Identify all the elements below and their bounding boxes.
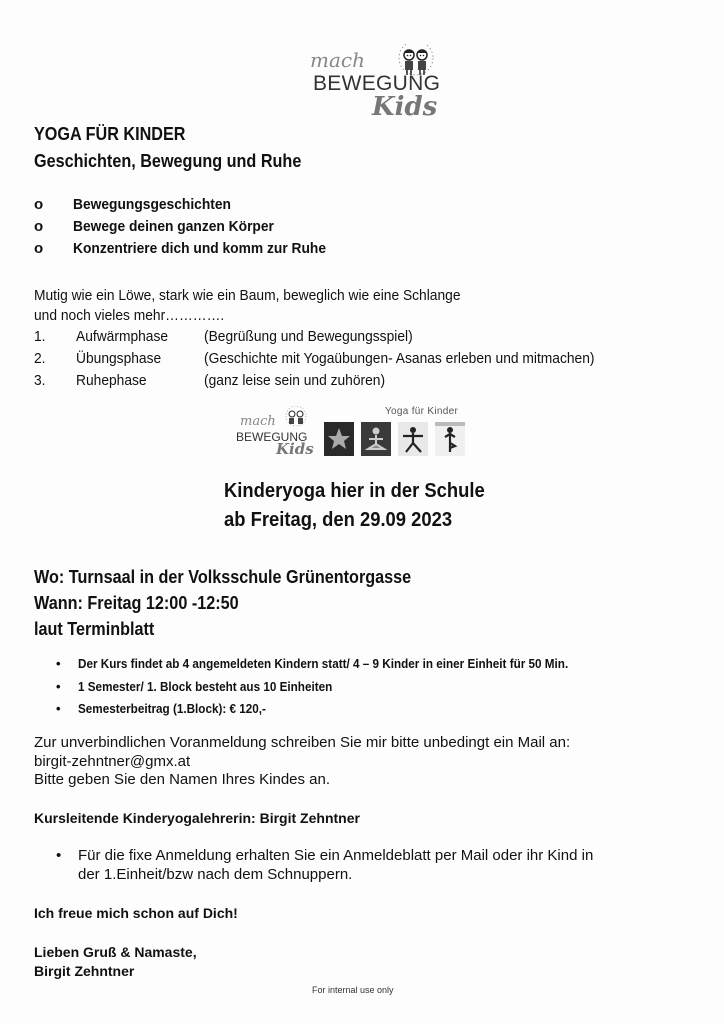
yoga-pose-tile-2	[361, 422, 391, 456]
phase-name: Übungsphase	[76, 350, 162, 367]
phase-number: 3.	[34, 372, 46, 389]
phase-description: (Geschichte mit Yogaübungen- Asanas erleben und mitmachen)	[204, 350, 595, 367]
phase-description: (ganz leise sein und zuhören)	[204, 372, 386, 389]
note-line-1: Für die fixe Anmeldung erhalten Sie ein Anmeldeblatt per Mail oder ihr Kind in	[78, 847, 594, 864]
bullet-dot: •	[56, 656, 61, 671]
topic-text: Bewegungsgeschichten	[73, 196, 231, 213]
registration-line-1: Zur unverbindlichen Voranmeldung schreiben Sie mir bitte unbedingt ein Mail an:	[34, 734, 571, 751]
yoga-pose-tile-1	[324, 422, 354, 456]
location-line: Wo: Turnsaal in der Volksschule Grünentorgasse	[34, 567, 412, 587]
topic-marker: o	[34, 240, 44, 257]
bullet-dot: •	[56, 679, 61, 694]
headline-line-1: Kinderyoga hier in der Schule	[224, 480, 485, 502]
time-line: Wann: Freitag 12:00 -12:50	[34, 593, 239, 613]
phase-number: 1.	[34, 328, 46, 345]
lotus-star-icon	[324, 422, 354, 456]
mach-bewegung-kids-logo	[300, 38, 450, 124]
course-point-text: 1 Semester/ 1. Block besteht aus 10 Einheiten	[78, 679, 333, 694]
seated-pose-icon	[361, 422, 391, 456]
footer-note: For internal use only	[312, 985, 394, 995]
topic-item	[34, 240, 348, 257]
phase-name: Aufwärmphase	[76, 328, 169, 345]
topic-marker: o	[34, 218, 44, 235]
phase-number: 2.	[34, 350, 46, 367]
mid-logo-bewegung-text: BEWEGUNG	[236, 430, 308, 444]
topic-item	[34, 196, 245, 213]
bullet-dot: •	[56, 701, 61, 716]
course-point-text: Der Kurs findet ab 4 angemeldeten Kindern statt/ 4 – 9 Kinder in einer Einheit für 50 Min.	[78, 656, 569, 671]
intro-line-1: Mutig wie ein Löwe, stark wie ein Baum, beweglich wie eine Schlange	[34, 287, 461, 304]
yoga-pose-tile-3	[398, 422, 428, 456]
topic-marker: o	[34, 196, 44, 213]
kids-figures-icon	[282, 406, 310, 428]
tree-pose-icon	[435, 422, 465, 456]
note-bullet: •	[56, 847, 62, 864]
title-line-2: Geschichten, Bewegung und Ruhe	[34, 151, 302, 171]
mid-logo-kids-text: Kids	[276, 440, 314, 458]
signature-line-1: Lieben Gruß & Namaste,	[34, 944, 197, 960]
registration-email: birgit-zehntner@gmx.at	[34, 753, 191, 770]
signature-line-2: Birgit Zehntner	[34, 963, 135, 979]
headline-line-2: ab Freitag, den 29.09 2023	[224, 509, 453, 531]
note-line-2: der 1.Einheit/bzw nach dem Schnuppern.	[78, 866, 353, 883]
intro-line-2: und noch vieles mehr………….	[34, 307, 225, 324]
logo-bewegung-text: BEWEGUNG	[313, 72, 441, 95]
title-line-1: YOGA FÜR KINDER	[34, 124, 186, 144]
topic-text: Konzentriere dich und komm zur Ruhe	[73, 240, 327, 257]
teacher-line: Kursleitende Kinderyogalehrerin: Birgit Zehntner	[34, 810, 360, 826]
topic-item	[34, 218, 291, 235]
closing-line: Ich freue mich schon auf Dich!	[34, 905, 238, 921]
mid-logo-mach-text: mach	[240, 414, 276, 429]
phase-name: Ruhephase	[76, 372, 147, 389]
phase-description: (Begrüßung und Bewegungsspiel)	[204, 328, 413, 345]
yoga-caption: Yoga für Kinder	[385, 406, 459, 417]
yoga-pose-tile-4	[435, 422, 465, 456]
logo-kids-text: Kids	[372, 92, 438, 122]
schedule-line: laut Terminblatt	[34, 619, 155, 639]
warrior-pose-icon	[398, 422, 428, 456]
registration-line-3: Bitte geben Sie den Namen Ihres Kindes an.	[34, 771, 331, 788]
course-point-text: Semesterbeitrag (1.Block): € 120,-	[78, 701, 266, 716]
yoga-logo-strip	[232, 404, 482, 460]
logo-mach-text: mach	[310, 48, 365, 72]
topic-text: Bewege deinen ganzen Körper	[73, 218, 274, 235]
